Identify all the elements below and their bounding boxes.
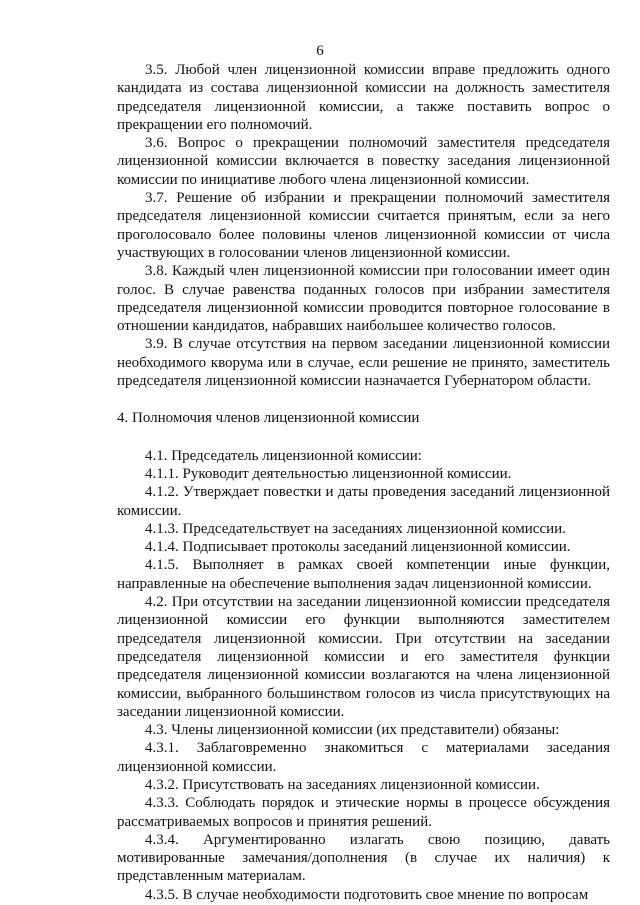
paragraph-4-1-1: 4.1.1. Руководит деятельностью лицензионной комиссии.: [145, 465, 512, 482]
paragraph-3-5: 3.5. Любой член лицензионной комиссии вправе предложить одного кандидата из состава лицензионной комиссии на должность заместителя председателя лицензионной комиссии, а также поставить вопрос о прекращении его полномочий.: [117, 62, 610, 133]
paragraph-4-3-1: 4.3.1. Заблаговременно знакомиться с материалами заседания лицензионной комиссии.: [117, 740, 610, 775]
paragraph-3-7: 3.7. Решение об избрании и прекращении полномочий заместителя председателя лицензионной комиссии считается принятым, если за него проголосовало более половины членов лицензионной комиссии от числа участвующих в голосовании членов лицензионной комиссии.: [117, 190, 610, 261]
paragraph-4-1-3: 4.1.3. Председательствует на заседаниях лицензионной комиссии.: [145, 520, 566, 537]
paragraph-4-1-2: 4.1.2. Утверждает повестки и даты проведения заседаний лицензионной комиссии.: [117, 484, 610, 519]
paragraph-4-1: 4.1. Председатель лицензионной комиссии:: [145, 447, 422, 464]
paragraph-3-8: 3.8. Каждый член лицензионной комиссии при голосовании имеет один голос. В случае равенства поданных голосов при избрании заместителя председателя лицензионной комиссии проводится повторное голосование в отношении кандидатов, набравших наибольшее количество голосов.: [117, 263, 610, 335]
paragraph-3-6: 3.6. Вопрос о прекращении полномочий заместителя председателя лицензионной комиссии включается в повестку заседания лицензионной комиссии по инициативе любого члена лицензионной комиссии.: [117, 135, 610, 188]
paragraph-4-3-3: 4.3.3. Соблюдать порядок и этические нормы в процессе обсуждения рассматриваемых вопросов и принятия решений.: [117, 795, 610, 830]
paragraph-4-3-2: 4.3.2. Присутствовать на заседаниях лицензионной комиссии.: [145, 776, 540, 793]
page-number: 6: [316, 43, 324, 59]
paragraph-3-9: 3.9. В случае отсутствия на первом заседании лицензионной комиссии необходимого кворума или в случае, если решение не принято, заместитель председателя лицензионной комиссии назначается Губернатором области.: [117, 336, 610, 390]
paragraph-4-3: 4.3. Члены лицензионной комиссии (их представители) обязаны:: [145, 722, 560, 739]
document-body: [117, 61, 610, 904]
paragraph-4-1-5: 4.1.5. Выполняет в рамках своей компетенции иные функции, направленные на обеспечение выполнения задач лицензионной комиссии.: [117, 557, 610, 592]
paragraph-4-2: 4.2. При отсутствии на заседании лицензионной комиссии председателя лицензионной комиссии его функции выполняются заместителем председателя лицензионной комиссии. При отсутствии на заседании председателя лицензионной комиссии и его заместителя функции председателя лицензионной комиссии возлагаются на члена лицензионной комиссии, выбранного большинством голосов из числа присутствующих на заседании лицензионной комиссии.: [117, 594, 610, 720]
paragraph-4-1-4: 4.1.4. Подписывает протоколы заседаний лицензионной комиссии.: [145, 539, 571, 556]
paragraph-4-3-5: 4.3.5. В случае необходимости подготовить свое мнение по вопросам: [145, 886, 589, 903]
paragraph-4-3-4: 4.3.4. Аргументированно излагать свою позицию, давать мотивированные замечания/дополнения (в случае их наличия) к представленным материалам.: [117, 831, 610, 885]
section-heading: 4. Полномочия членов лицензионной комиссии: [117, 410, 420, 427]
